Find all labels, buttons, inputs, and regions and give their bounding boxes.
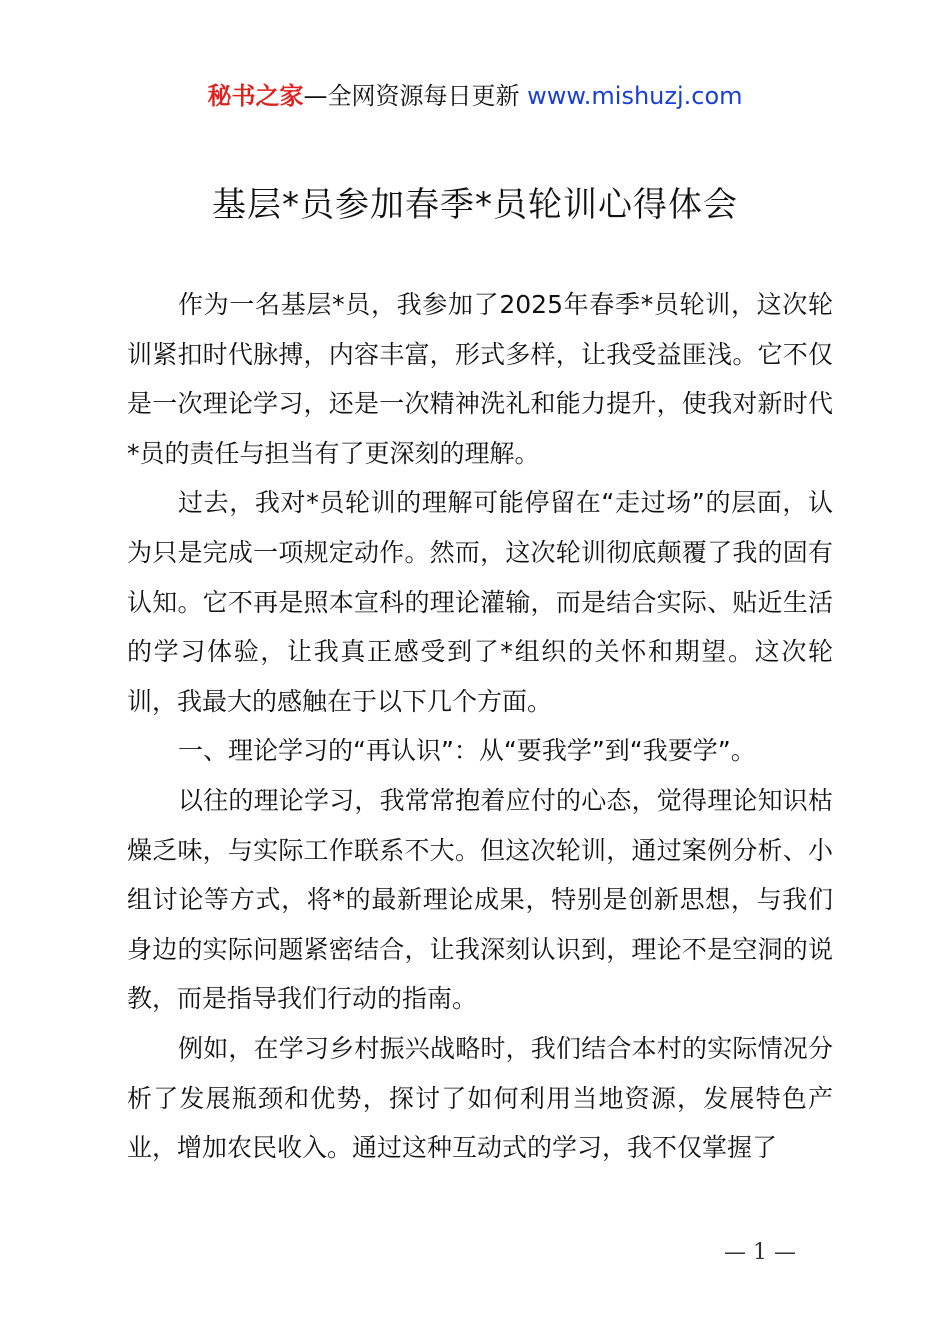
page-number: — 1 — bbox=[724, 1240, 796, 1265]
document-title: 基层*员参加春季*员轮训心得体会 bbox=[212, 185, 738, 225]
paragraph: 作为一名基层*员，我参加了2025年春季*员轮训，这次轮训紧扣时代脉搏，内容丰富，形式多样，让我受益匪浅。它不仅是一次理论学习，还是一次精神洗礼和能力提升，使我对新时代*员的责任与担当有了更深刻的理解。 bbox=[127, 290, 833, 468]
site-url-link[interactable]: www.mishuzj.com bbox=[527, 82, 743, 110]
section-heading: 一、理论学习的“再认识”：从“要我学”到“我要学”。 bbox=[178, 736, 756, 766]
paragraph: 例如，在学习乡村振兴战略时，我们结合本村的实际情况分析了发展瓶颈和优势，探讨了如何利用当地资源，发展特色产业，增加农民收入。通过这种互动式的学习，我不仅掌握了 bbox=[127, 1033, 833, 1163]
header-tagline: —全网资源每日更新 bbox=[303, 82, 528, 110]
document-body bbox=[127, 280, 833, 1173]
brand-name: 秘书之家 bbox=[207, 82, 304, 110]
paragraph: 过去，我对*员轮训的理解可能停留在“走过场”的层面，认为只是完成一项规定动作。然而，这次轮训彻底颠覆了我的固有认知。它不再是照本宣科的理论灌输，而是结合实际、贴近生活的学习体验，让我真正感受到了*组织的关怀和期望。这次轮训，我最大的感触在于以下几个方面。 bbox=[127, 488, 833, 716]
site-header bbox=[0, 80, 950, 112]
paragraph: 以往的理论学习，我常常抱着应付的心态，觉得理论知识枯燥乏味，与实际工作联系不大。但这次轮训，通过案例分析、小组讨论等方式，将*的最新理论成果，特别是创新思想，与我们身边的实际问题紧密结合，让我深刻认识到，理论不是空洞的说教，而是指导我们行动的指南。 bbox=[127, 785, 833, 1014]
